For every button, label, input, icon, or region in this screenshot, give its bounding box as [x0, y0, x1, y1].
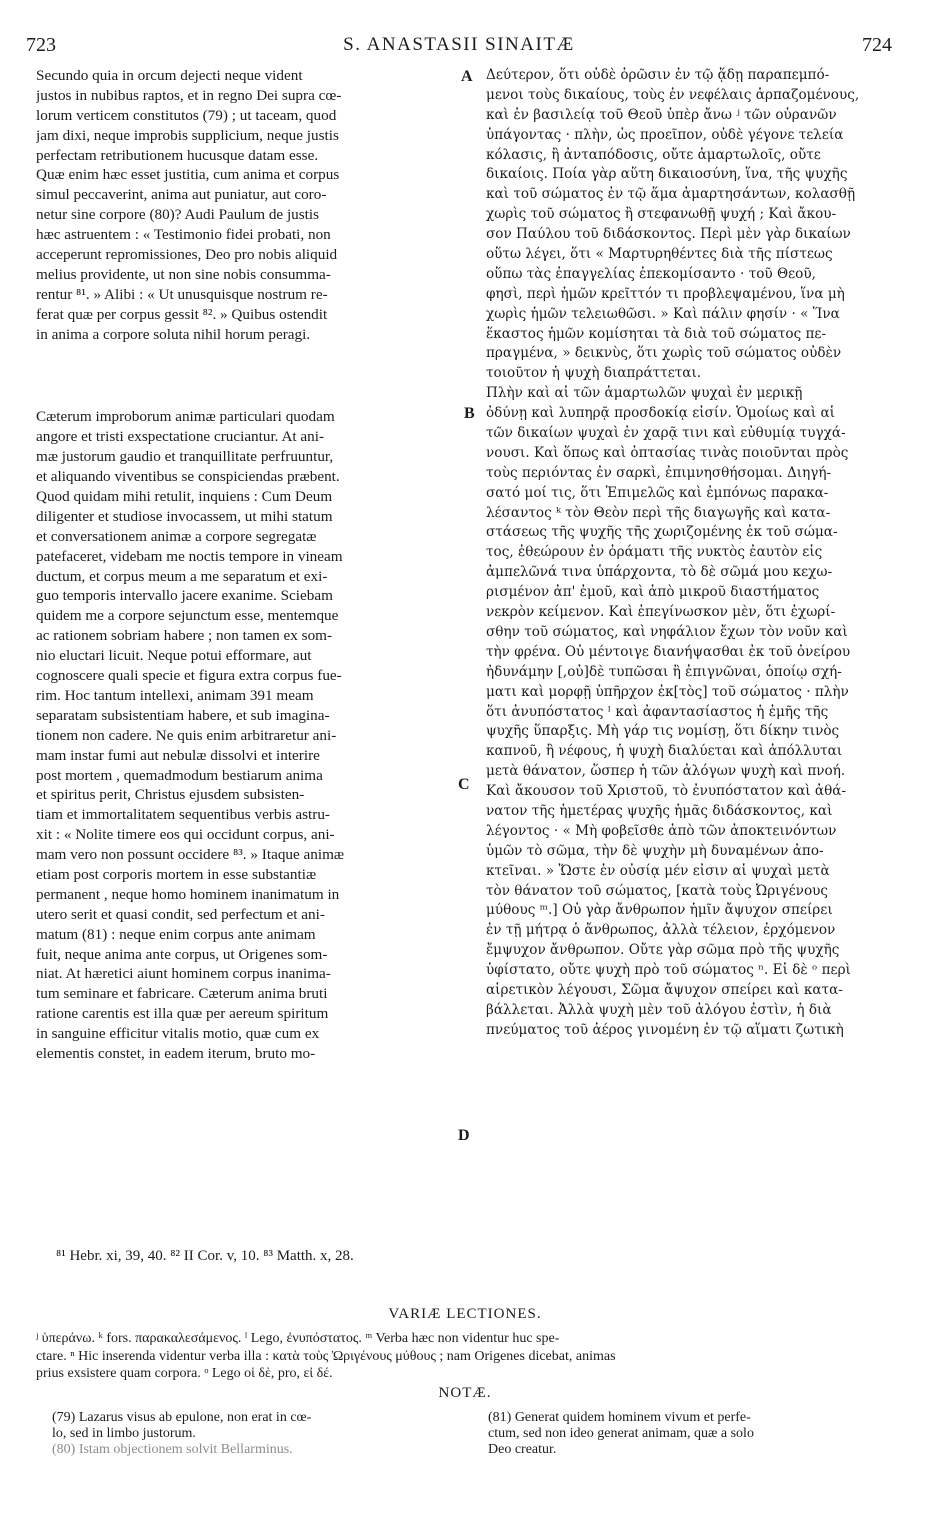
text-line: quidem me a corpore sejunctum esse, mentemque: [36, 607, 339, 625]
text-line: cognoscere quali specie et figura extra corpus fue-: [36, 667, 342, 685]
text-line: ὑμῶν τὸ σῶμα, τὴν δὲ ψυχὴν μὴ δυναμένων ἀπο-: [486, 842, 824, 859]
text-line: post mortem , quemadmodum bestiarum anima: [36, 766, 323, 784]
greek-column: [486, 66, 900, 1041]
text-line: οὕτω λέγει, ὅτι « Μαρτυρηθέντες διὰ τῆς πίστεως: [486, 246, 833, 263]
text-line: fuit, neque anima ante corpus, ut Origenes som-: [36, 945, 328, 963]
text-line: justos in nubibus raptos, et in regno Dei supra cœ-: [36, 86, 342, 104]
text-line: κόλασις, ἢ ἀνταπόδοσις, οὔτε ἁμαρτωλοῖς, οὔτε: [486, 146, 821, 163]
text-line: niat. At hæretici aiunt hominem corpus inanima-: [36, 965, 331, 983]
text-line: μύθους ᵐ.] Οὐ γὰρ ἄνθρωπον ἡμῖν ἄψυχον σπείρει: [486, 902, 833, 919]
notae-right: [488, 1410, 888, 1458]
text-line: σθην τοῦ σώματος, καὶ νηφάλιον ἔχων τὸν νοῦν καὶ: [486, 623, 848, 640]
text-line: ἔμψυχον ἄνθρωπον. Οὔτε γὰρ σῶμα πρὸ τῆς ψυχῆς: [486, 942, 840, 959]
note-line: lo, sed in limbo justorum.: [52, 1426, 196, 1441]
text-line: mam vero non possunt occidere ⁸³. » Itaque animæ: [36, 846, 345, 864]
text-line: Πλὴν καὶ αἱ τῶν ἁμαρτωλῶν ψυχαὶ ἐν μερικῇ: [486, 385, 803, 402]
variae-title: VARIÆ LECTIONES.: [388, 1306, 542, 1322]
text-line: τὸν θάνατον τοῦ σώματος, [κατὰ τοὺς Ὠριγένους: [486, 882, 829, 899]
text-line: ἠδυνάμην [,οὐ]δὲ τυπῶσαι ἢ ἐπιγνῶναι, ὁποίῳ σχή-: [486, 663, 842, 680]
notae-left: [52, 1410, 442, 1458]
text-line: κτεῖναι. » Ὥστε ἐν οὐσίᾳ μέν εἰσιν αἱ ψυχαὶ μετὰ: [486, 862, 830, 879]
text-line: tiam et immortalitatem sequentibus verbis astru-: [36, 806, 330, 824]
note-line: ctum, sed non ideo generat animam, quæ a solo: [488, 1426, 754, 1441]
margin-marker-a: A: [461, 68, 473, 85]
text-line: σατό μοί τις, ὅτι Ἐπιμελῶς καὶ ἐμπόνως παρακα-: [486, 484, 829, 501]
page-header: [26, 34, 892, 60]
text-line: Secundo quia in orcum dejecti neque vident: [36, 67, 303, 84]
text-line: ματι καὶ μορφῇ ὑπῆρχον ἐκ[τὸς] τοῦ σώματος · πλὴν: [486, 683, 849, 700]
text-line: angore et tristi exspectatione cruciantur. At ani-: [36, 428, 325, 446]
text-line: diligenter et studiose invocassem, ut mihi statum: [36, 507, 333, 525]
text-line: οὕπω τὰς ἐπαγγελίας ἐπεκομίσαντο · τοῦ Θεοῦ,: [486, 265, 816, 282]
greek-text: [486, 66, 900, 1041]
variant-reading-line: prius exsistere quam corpora. ᵒ Lego οἱ δὲ, pro, εἰ δέ.: [36, 1366, 333, 1381]
text-line: mam instar fumi aut nebulæ dissolvi et interire: [36, 746, 320, 764]
text-line: mæ justorum gaudio et tranquillitate perfruuntur,: [36, 448, 334, 466]
text-line: et spiritus perit, Christus ejusdem subsisten-: [36, 786, 305, 804]
text-line: ὑπάγοντας · πλὴν, ὡς προεῖπον, οὐδὲ γέγονε τελεία: [486, 126, 844, 143]
text-line: ὑφίστατο, οὔτε ψυχὴ πρὸ τοῦ σώματος ⁿ. Εἰ δὲ ᵒ περὶ: [486, 962, 851, 979]
margin-marker-b: B: [464, 405, 475, 422]
text-line: καὶ τοῦ σώματος ἐν τῷ ἅμα ἁμαρτησάντων, κολασθῇ: [486, 186, 856, 203]
text-line: Δεύτερον, ὅτι οὐδὲ ὁρῶσιν ἐν τῷ ᾅδῃ παραπεμπό-: [486, 67, 830, 83]
latin-paragraph-2: [36, 407, 456, 1063]
text-line: melius providente, ut non sine nobis consumma-: [36, 265, 331, 283]
latin-paragraph-1: [36, 66, 456, 344]
text-line: τῶν δικαίων ψυχαὶ ἐν χαρᾷ τινι καὶ εὐθυμίᾳ τυγχά-: [486, 425, 846, 442]
text-line: λέσαντος ᵏ τὸν Θεὸν περὶ τῆς διαγωγῆς καὶ κατα-: [486, 504, 831, 521]
text-line: Καὶ ἄκουσον τοῦ Χριστοῦ, τὸ ἐνυπόστατον καὶ ἀθά-: [486, 783, 847, 800]
note-line: (79) Lazarus visus ab epulone, non erat in cœ-: [52, 1410, 312, 1425]
text-line: ferat quæ per corpus gessit ⁸². » Quibus ostendit: [36, 305, 328, 323]
text-line: ρισμένον ἀπ' ἐμοῦ, καὶ ἀπὸ μικροῦ διαστήματος: [486, 584, 820, 601]
text-line: netur sine corpore (80)? Audi Paulum de justis: [36, 206, 320, 224]
text-line: simul peccaverint, anima aut puniatur, aut coro-: [36, 186, 327, 204]
text-line: etiam post corporis mortem in esse substantiæ: [36, 865, 317, 883]
text-line: Cæterum improborum animæ particulari quodam: [36, 408, 335, 426]
text-line: in anima a corpore soluta nihil horum peragi.: [36, 325, 311, 343]
text-line: ψυχῆς ὕπαρξις. Μὴ γάρ τις νομίσῃ, ὅτι δίκην τινὸς: [486, 723, 840, 740]
text-line: ὅτι ἀνυπόστατος ˡ καὶ ἀφαντασίαστος ἡ ἐμῆς τῆς: [486, 703, 829, 720]
text-line: et conversationem animæ a corpore segregatæ: [36, 527, 317, 545]
text-line: τοὺς περιόντας ἐν σαρκὶ, ἐπιμνησθήσομαι. Διηγή-: [486, 464, 832, 481]
text-line: acceperunt repromissiones, Deo pro nobis aliquid: [36, 246, 338, 264]
footnotes: ⁸¹ Hebr. xi, 39, 40. ⁸² II Cor. v, 10. ⁸³ Matth. x, 28.: [56, 1248, 354, 1264]
text-line: matum (81) : neque enim corpus ante animam: [36, 925, 316, 943]
text-line: σον Παύλου τοῦ διδάσκοντος. Περὶ μὲν γὰρ δικαίων: [486, 226, 851, 243]
text-line: ἕκαστος ἡμῶν κομίσηται τὰ διὰ τοῦ σώματος πε-: [486, 325, 827, 342]
text-line: ratione carentis est illa quæ per aereum spiritum: [36, 1005, 329, 1023]
text-line: βάλλεται. Ἀλλὰ ψυχὴ μὲν τοῦ ἀλόγου ἐστὶν, ἡ διὰ: [486, 1001, 832, 1018]
text-line: ἐν τῇ μήτρᾳ ὁ ἄνθρωπος, ἀλλὰ τέλειον, ἐρχόμενον: [486, 922, 836, 939]
text-line: χωρὶς τοῦ σώματος ἢ στεφανωθῇ ψυχή ; Καὶ ἄκου-: [486, 206, 837, 223]
text-line: rim. Hoc tantum intellexi, animam 391 meam: [36, 686, 314, 704]
note-line: (80) Istam objectionem solvit Bellarminus.: [52, 1442, 293, 1457]
text-line: elementis constet, in eadem iterum, bruto mo-: [36, 1044, 316, 1062]
text-line: αἱρετικὸν λέγουσι, Σῶμα ἄψυχον σπείρει καὶ κατα-: [486, 981, 843, 998]
text-line: μετὰ θάνατον, ὥσπερ ἡ τῶν ἀλόγων ψυχὴ καὶ πνοή.: [486, 763, 846, 780]
variae-lectiones: [36, 1330, 896, 1383]
text-line: δικαίοις. Ποία γὰρ αὕτη δικαιοσύνη, ἵνα, τῆς ψυχῆς: [486, 166, 848, 183]
text-line: πνεύματος τοῦ ἀέρος γινομένη ἐν τῷ αἵματι ζωτικὴ: [486, 1021, 844, 1038]
text-line: ductum, et corpus meum a me separatum et exi-: [36, 567, 328, 585]
margin-marker-c: C: [458, 776, 470, 793]
text-line: perfectam retributionem hucusque datam esse.: [36, 146, 319, 164]
text-line: τὴν φρένα. Οὐ μέντοιγε διανήψασθαι ἐκ τοῦ ὀνείρου: [486, 643, 851, 660]
text-line: separatam subsistentiam habere, et sub imagina-: [36, 706, 330, 724]
page-number-right: 724: [862, 34, 892, 56]
text-line: hæc astruentem : « Testimonio fidei probati, non: [36, 226, 331, 244]
text-line: permanent , neque homo hominem inanimatum in: [36, 885, 340, 903]
note-line: (81) Generat quidem hominem vivum et perfe-: [488, 1410, 751, 1425]
page-number-left: 723: [26, 34, 56, 56]
text-line: καὶ ἐν βασιλείᾳ τοῦ Θεοῦ ὑπὲρ ἄνω ʲ τῶν οὐρανῶν: [486, 106, 837, 123]
text-line: νεκρὸν κείμενον. Καὶ ἐπεγίνωσκον μὲν, ὅτι ἐχωρί-: [486, 604, 836, 621]
text-line: lorum verticem constitutos (79) ; ut taceam, quod: [36, 106, 337, 124]
text-line: guo temporis intervallo jacere exanime. Sciebam: [36, 587, 333, 605]
text-line: τος, ἐθεώρουν ἐν ὁράματι τῆς νυκτὸς ἐαυτὸν εἰς: [486, 544, 823, 561]
text-line: et aliquando viventibus se conspiciendas præbent.: [36, 468, 340, 486]
text-line: νουσι. Καὶ ὅπως καὶ ὀπτασίας τινὰς ποιοῦνται πρὸς: [486, 444, 849, 461]
margin-marker-d: D: [458, 1127, 470, 1144]
text-line: tum seminare et fabricare. Cæterum anima bruti: [36, 985, 328, 1003]
latin-column: [36, 66, 456, 1064]
text-line: ἀμπελῶνά τινα ὑπάρχοντα, τὸ δὲ σῶμά μου κεχω-: [486, 564, 833, 581]
text-line: patefaceret, videbam me noctis tempore in vineam: [36, 547, 343, 565]
text-line: μενοι τοὺς δικαίους, τοὺς ἐν νεφέλαις ἁρπαζομένους,: [486, 86, 860, 103]
text-line: ac rationem sobriam habere ; non tamen ex som-: [36, 627, 333, 645]
text-line: νατον τῆς ἡμετέρας ψυχῆς ἡμᾶς διδάσκοντος, καὶ: [486, 802, 833, 819]
text-line: Quæ enim hæc esset justitia, cum anima et corpus: [36, 166, 340, 184]
text-line: καπνοῦ, ἢ νέφους, ἡ ψυχὴ διαλύεται καὶ ἀπόλλυται: [486, 743, 843, 760]
text-line: Quod quidam mihi retulit, inquiens : Cum Deum: [36, 488, 333, 506]
note-line: Deo creatur.: [488, 1442, 557, 1457]
text-line: πραγμένα, » δεικνὺς, ὅτι χωρὶς τοῦ σώματος οὐδὲν: [486, 345, 842, 362]
text-line: rentur ⁸¹. » Alibi : « Ut unusquisque nostrum re-: [36, 285, 328, 303]
text-line: λέγοντος · « Μὴ φοβεῖσθε ἀπὸ τῶν ἀποκτεινόντων: [486, 822, 837, 839]
text-line: nio eluctari licuit. Neque potui efformare, aut: [36, 647, 312, 665]
variant-reading-line: ctare. ⁿ Hic inserenda videntur verba illa : κατὰ τοὺς Ὠριγένους μύθους ; nam Origenes dicebat, animas: [36, 1348, 616, 1364]
text-line: tionem non cadere. Ne quis enim arbitraretur ani-: [36, 726, 337, 744]
variant-reading-line: ʲ ὑπεράνω. ᵏ fors. παρακαλεσάμενος. ˡ Lego, ἐνυπόστατος. ᵐ Verba hæc non videntur huc spe-: [36, 1331, 560, 1346]
text-line: στάσεως τῆς ψυχῆς τῆς χωριζομένης ἐκ τοῦ σώμα-: [486, 524, 838, 541]
text-line: jam dixi, neque improbis supplicium, neque justis: [36, 126, 339, 144]
notae-title: NOTÆ.: [438, 1385, 492, 1401]
text-line: in sanguine efficitur vitalis motio, quæ cum ex: [36, 1025, 320, 1043]
text-line: φησὶ, περὶ ἡμῶν κρεῖττόν τι προβλεψαμένου, ἵνα μὴ: [486, 285, 845, 302]
text-line: τοιοῦτον ἡ ψυχὴ διαπράττεται.: [486, 365, 702, 382]
text-line: χωρὶς ἡμῶν τελειωθῶσι. » Καὶ πάλιν φησίν · « Ἵνα: [486, 305, 840, 322]
text-line: xit : « Nolite timere eos qui occidunt corpus, ani-: [36, 826, 335, 844]
running-title: S. ANASTASII SINAITÆ: [343, 34, 575, 55]
text-line: ὀδύνῃ καὶ λυπηρᾷ προσδοκίᾳ εἰσίν. Ὁμοίως καὶ αἱ: [486, 405, 835, 422]
text-line: utero serit et quasi condit, sed perfectum et ani-: [36, 905, 325, 923]
